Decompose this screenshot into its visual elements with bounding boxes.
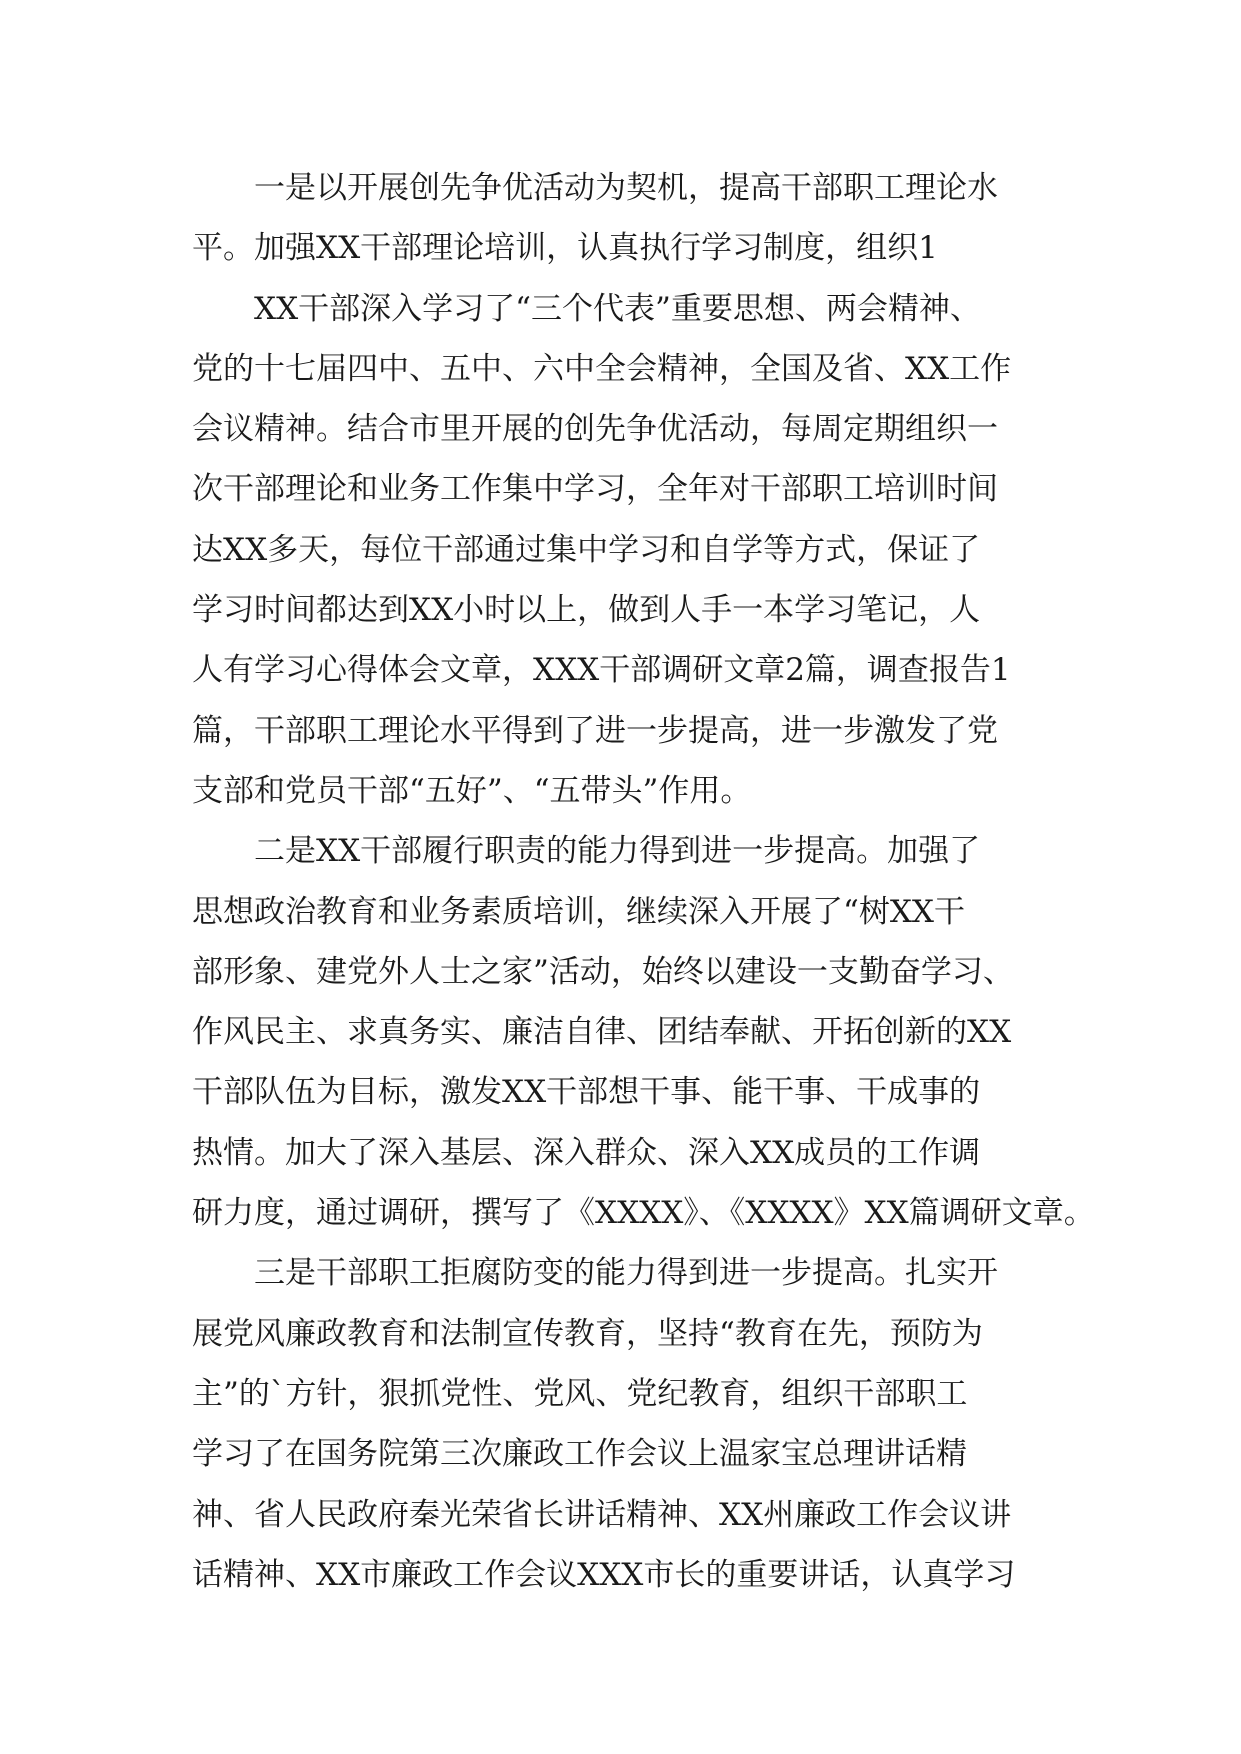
- paragraph-4-line-3: 主”的`方针，狠抓党性、党风、党纪教育，组织干部职工: [192, 1375, 968, 1412]
- paragraph-3-line-2: 思想政治教育和业务素质培训，继续深入开展了“树XX干: [192, 893, 965, 930]
- paragraph-3-line-3: 部形象、建党外人士之家”活动，始终以建设一支勤奋学习、: [192, 953, 1014, 990]
- paragraph-4-line-5: 神、省人民政府秦光荣省长讲话精神、XX州廉政工作会议讲: [192, 1496, 1012, 1533]
- paragraph-2-line-7: 人有学习心得体会文章，XXX干部调研文章2篇，调查报告1: [192, 652, 1011, 689]
- paragraph-3-line-4: 作风民主、求真务实、廉洁自律、团结奉献、开拓创新的XX: [192, 1014, 1012, 1051]
- body-text: [192, 158, 1095, 1605]
- paragraph-2-line-8: 篇，干部职工理论水平得到了进一步提高，进一步激发了党: [192, 712, 998, 749]
- paragraph-2-line-5: 达XX多天，每位干部通过集中学习和自学等方式，保证了: [192, 531, 981, 568]
- paragraph-4-line-1: 三是干部职工拒腐防变的能力得到进一步提高。扎实开: [254, 1255, 998, 1292]
- paragraph-2-line-6: 学习时间都达到XX小时以上，做到人手一本学习笔记，人: [192, 592, 981, 629]
- paragraph-2-line-9: 支部和党员干部“五好”、“五带头”作用。: [192, 772, 752, 809]
- paragraph-3-line-5: 干部队伍为目标，激发XX干部想干事、能干事、干成事的: [192, 1074, 981, 1111]
- paragraph-1-line-1: 一是以开展创先争优活动为契机，提高干部职工理论水: [254, 170, 998, 206]
- paragraph-2-line-2: 党的十七届四中、五中、六中全会精神，全国及省、XX工作: [192, 350, 1012, 387]
- paragraph-2-line-1: XX干部深入学习了“三个代表”重要思想、两会精神、: [254, 290, 981, 327]
- paragraph-2-line-4: 次干部理论和业务工作集中学习，全年对干部职工培训时间: [192, 471, 998, 508]
- paragraph-4-line-6: 话精神、XX市廉政工作会议XXX市长的重要讲话，认真学习: [192, 1556, 1016, 1593]
- paragraph-3-line-6: 热情。加大了深入基层、深入群众、深入XX成员的工作调: [192, 1134, 981, 1171]
- paragraph-4-line-2: 展党风廉政教育和法制宣传教育，坚持“教育在先，预防为: [192, 1315, 983, 1352]
- paragraph-4-line-4: 学习了在国务院第三次廉政工作会议上温家宝总理讲话精: [192, 1436, 967, 1473]
- paragraph-1-line-2: 平。加强XX干部理论培训，认真执行学习制度，组织1: [192, 230, 938, 267]
- paragraph-3-line-7: 研力度，通过调研，撰写了《XXXX》、《XXXX》XX篇调研文章。: [192, 1195, 1095, 1232]
- paragraph-3-line-1: 二是XX干部履行职责的能力得到进一步提高。加强了: [254, 833, 981, 870]
- paragraph-2-line-3: 会议精神。结合市里开展的创先争优活动，每周定期组织一: [192, 411, 998, 448]
